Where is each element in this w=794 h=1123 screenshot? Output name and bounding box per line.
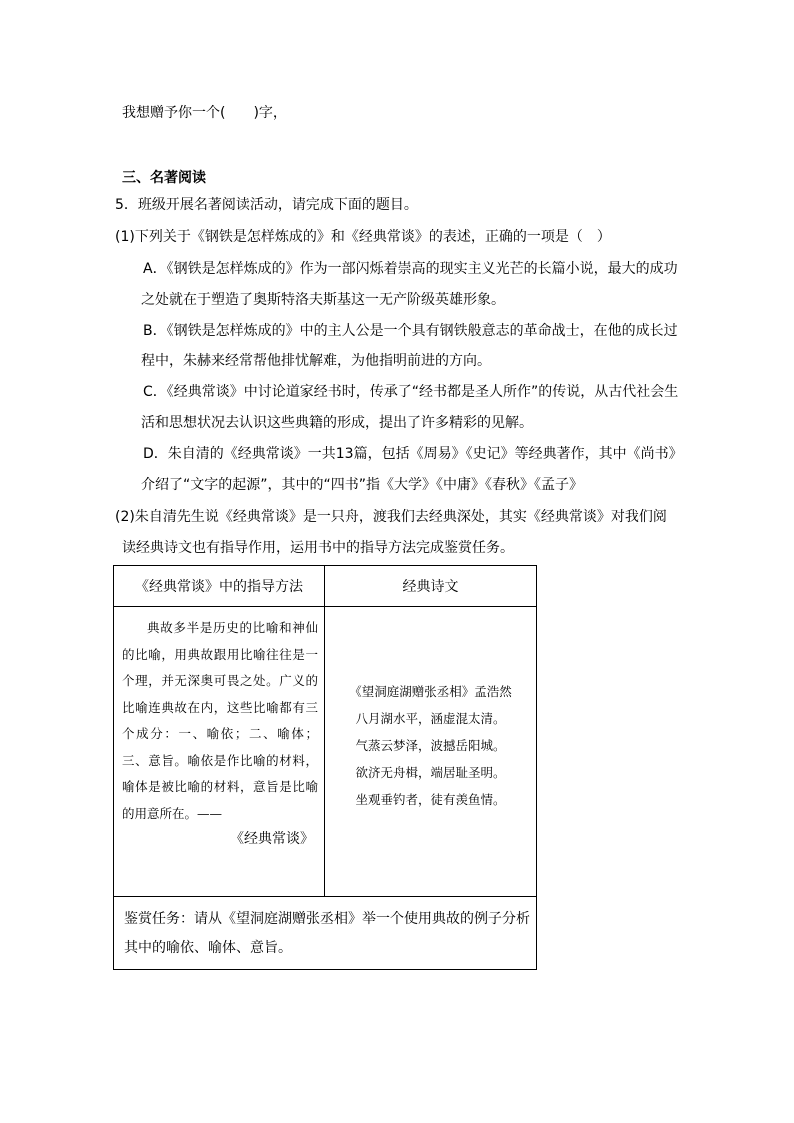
question-stem: 5．班级开展名著阅读活动，请完成下面的题目。: [115, 197, 418, 213]
fill-in-line: 我想赠予你一个( )字，: [122, 105, 287, 121]
option-d-line1: D．朱自清的《经典常谈》一共13篇，包括《周易》《史记》等经典著作，其中《尚书》: [143, 446, 683, 462]
appreciation-table: [113, 565, 537, 970]
appreciation-task: 鉴赏任务：请从《望洞庭湖赠张丞相》举一个使用典故的例子分析其中的喻依、喻体、意旨。: [114, 897, 537, 970]
sub-question-2-line1: (2)朱自清先生说《经典常谈》是一只舟，渡我们去经典深处，其实《经典常谈》对我们阅: [115, 509, 667, 525]
sub-question-2-line2: 读经典诗文也有指导作用，运用书中的指导方法完成鉴赏任务。: [122, 540, 514, 556]
poem-cell: [325, 607, 537, 897]
method-source: 《经典常谈》: [230, 831, 314, 847]
table-header-poem: 经典诗文: [325, 566, 537, 607]
poem-block: [325, 607, 536, 813]
poem-title: 《望洞庭湖赠张丞相》孟浩然: [349, 684, 512, 699]
poem-line: 气蒸云梦泽，波撼岳阳城。: [355, 738, 506, 753]
table-header-method: 《经典常谈》中的指导方法: [114, 566, 325, 607]
poem-line: 坐观垂钓者，徒有羡鱼情。: [355, 792, 506, 807]
option-a-line2: 之处就在于塑造了奥斯特洛夫斯基这一无产阶级英雄形象。: [141, 292, 505, 308]
section-title: 三、名著阅读: [122, 170, 206, 186]
option-b-line1: B．《钢铁是怎样炼成的》中的主人公是一个具有钢铁般意志的革命战士，在他的成长过: [143, 323, 678, 339]
option-c-line1: C．《经典常谈》中讨论道家经书时，传承了“经书都是圣人所作”的传说，从古代社会生: [143, 384, 679, 400]
sub-question-1: (1)下列关于《钢铁是怎样炼成的》和《经典常谈》的表述，正确的一项是（ ）: [115, 229, 611, 245]
option-b-line2: 程中，朱赫来经常帮他排忧解难，为他指明前进的方向。: [141, 353, 491, 369]
option-a-line1: A．《钢铁是怎样炼成的》作为一部闪烁着崇高的现实主义光芒的长篇小说，最大的成功: [143, 261, 678, 277]
method-cell: [114, 607, 325, 897]
method-quote: 典故多半是历史的比喻和神仙的比喻，用典故跟用比喻往往是一个理，并无深奥可畏之处。广义的比喻连典故在内，这些比喻都有三个成分：一、喻依；二、喻体；三、意旨。喻依是作比喻的材料，喻体是被比喻的材料，意旨是比喻的用意所在。——: [122, 620, 318, 821]
poem-line: 欲济无舟楫，端居耻圣明。: [355, 765, 506, 780]
option-d-line2: 介绍了“文字的起源”，其中的“四书”指《大学》《中庸》《春秋》《孟子》: [141, 477, 584, 493]
option-c-line2: 活和思想状况去认识这些典籍的形成，提出了许多精彩的见解。: [141, 415, 533, 431]
poem-line: 八月湖水平，涵虚混太清。: [355, 711, 506, 726]
